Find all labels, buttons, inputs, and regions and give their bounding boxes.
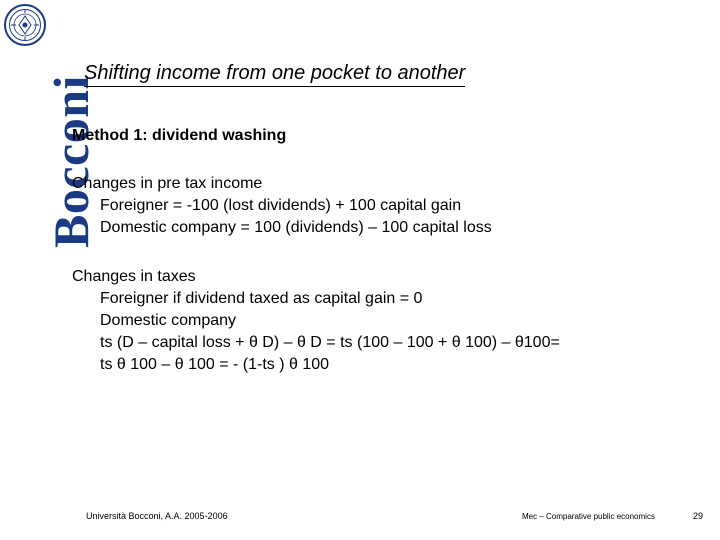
university-seal-icon <box>3 3 47 47</box>
method-heading: Method 1: dividend washing <box>72 127 287 144</box>
taxes-formula-line-2: ts θ 100 – θ 100 = - (1-ts ) θ 100 <box>100 356 330 373</box>
taxes-section <box>72 266 702 376</box>
pretax-income-section <box>72 173 702 239</box>
slide-body <box>72 126 702 376</box>
taxes-line-domestic: Domestic company <box>100 312 237 329</box>
taxes-heading: Changes in taxes <box>72 268 196 285</box>
taxes-formula-line-1: ts (D – capital loss + θ D) – θ D = ts (100 – 100 + θ 100) – θ100= <box>100 334 560 351</box>
page-number: 29 <box>693 511 704 521</box>
footer-course: Mec – Comparative public economics <box>522 512 655 521</box>
bocconi-wordmark: Bocconi <box>43 75 99 248</box>
bocconi-logo <box>0 0 99 250</box>
taxes-line-foreigner: Foreigner if dividend taxed as capital gain = 0 <box>100 290 423 307</box>
slide-title: Shifting income from one pocket to another <box>84 60 465 87</box>
pretax-line-foreigner: Foreigner = -100 (lost dividends) + 100 capital gain <box>100 197 462 214</box>
pretax-heading: Changes in pre tax income <box>72 175 263 192</box>
footer-university: Università Bocconi, A.A. 2005-2006 <box>86 511 228 521</box>
pretax-line-domestic: Domestic company = 100 (dividends) – 100 capital loss <box>100 219 492 236</box>
